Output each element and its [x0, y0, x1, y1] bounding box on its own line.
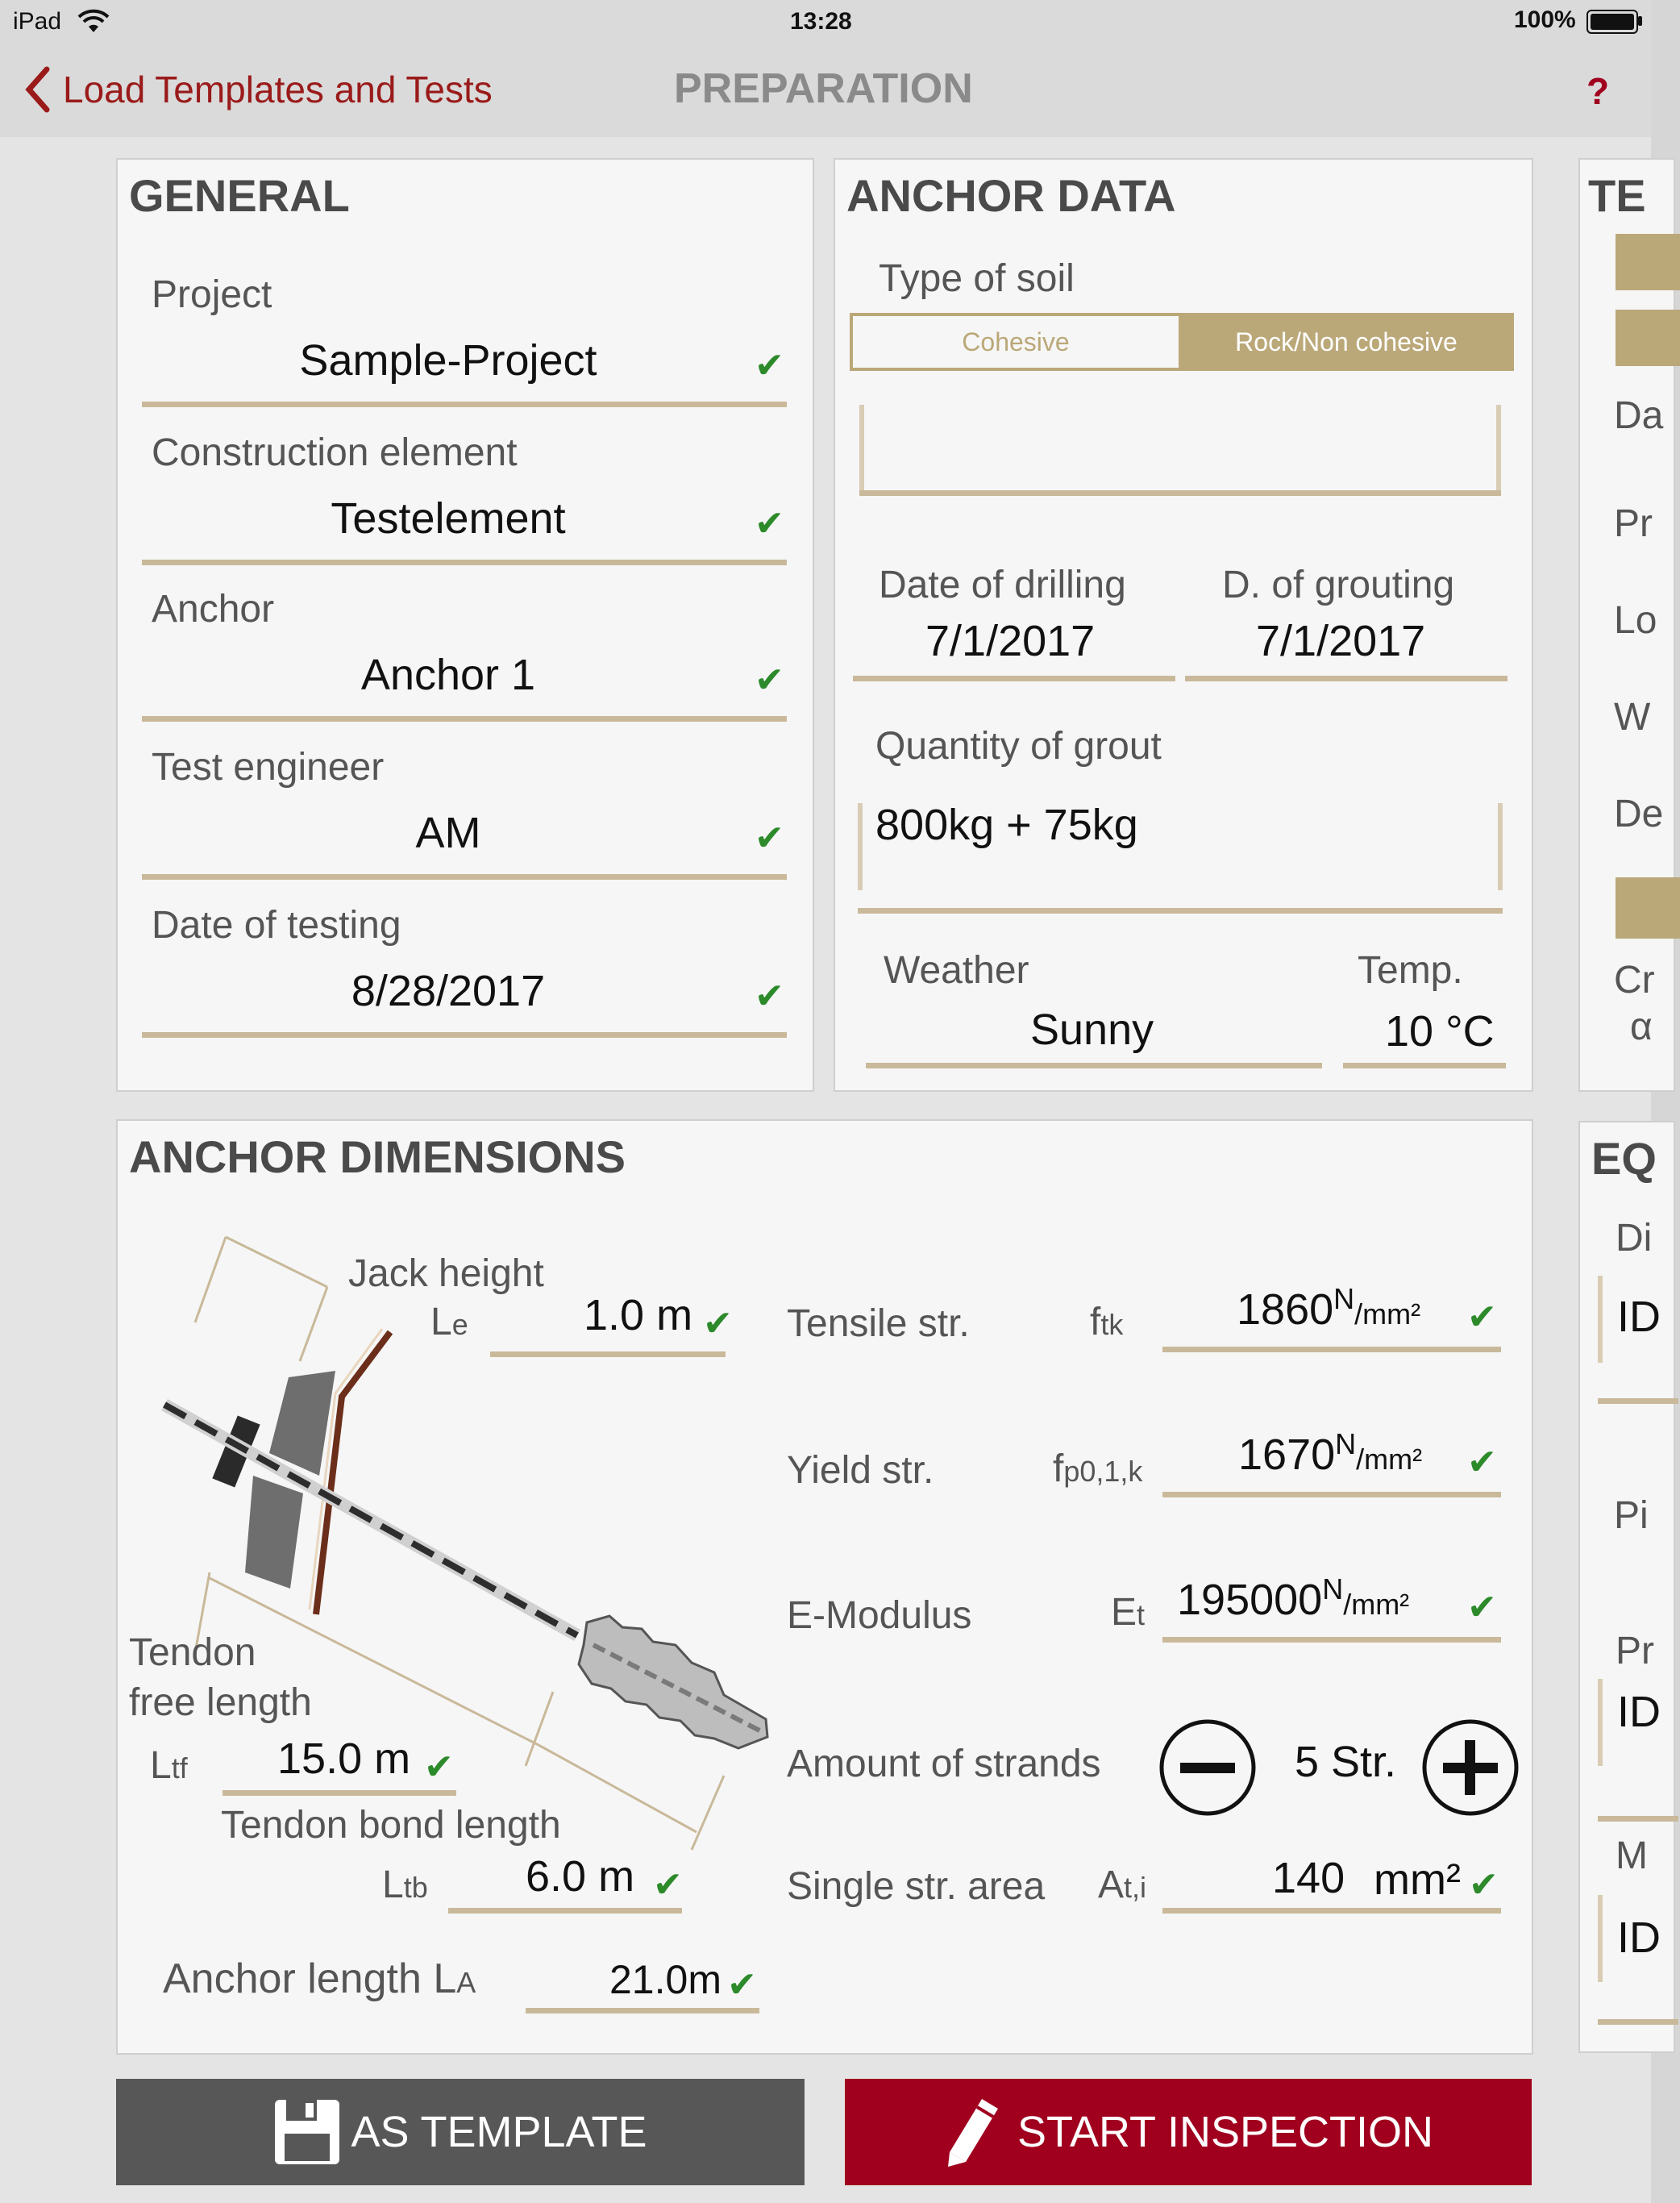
anchor-data-title: ANCHOR DATA	[846, 170, 1176, 221]
jack-height-check-icon: ✔	[703, 1304, 733, 1343]
test-panel-gold-block-1	[1616, 234, 1680, 290]
drilling-date-field[interactable]: 7/1/2017	[925, 617, 1096, 665]
free-length-label-2: free length	[129, 1681, 312, 1724]
grout-body	[579, 1616, 767, 1748]
strand-area-unit: mm²	[1374, 1855, 1461, 1904]
general-field-label: Project	[152, 273, 272, 316]
grouting-date-underline	[1185, 676, 1507, 681]
clock: 13:28	[790, 8, 852, 35]
e-modulus-field[interactable]: $195000^N$/mm²	[1177, 1572, 1410, 1624]
free-length-label-1: Tendon	[129, 1631, 256, 1674]
anchor-length-check-icon: ✔	[727, 1965, 757, 2005]
plus-icon[interactable]	[1420, 1718, 1520, 1818]
test-panel-label-2: Pr	[1614, 502, 1653, 545]
floppy-disk-icon	[273, 2098, 341, 2166]
soil-description-field[interactable]	[859, 405, 1501, 495]
battery-percent: 100%	[1514, 6, 1576, 33]
general-field-label: Test engineer	[152, 746, 385, 789]
grouting-date-field[interactable]: 7/1/2017	[1256, 617, 1426, 665]
general-panel	[116, 158, 814, 1092]
battery-icon	[1586, 10, 1638, 34]
e-modulus-symbol: Et	[1111, 1591, 1146, 1634]
equipment-field-2[interactable]: ID	[1617, 1688, 1661, 1736]
start-inspection-label: START INSPECTION	[1017, 2108, 1434, 2156]
general-field-input[interactable]: Testelement	[331, 494, 566, 543]
back-button[interactable]	[23, 66, 493, 113]
test-panel-label-7: α	[1630, 1006, 1653, 1048]
jack-height-field[interactable]: 1.0 m	[584, 1291, 693, 1339]
bearing-plate-upper	[269, 1371, 335, 1476]
equipment-field-2-border	[1598, 1679, 1603, 1766]
tensile-strength-symbol: ftk	[1090, 1301, 1124, 1343]
test-panel-label-3: Lo	[1614, 599, 1657, 642]
soil-type-label: Type of soil	[879, 257, 1075, 300]
drilling-date-label: Date of drilling	[879, 564, 1126, 606]
test-panel-label-5: De	[1614, 793, 1664, 835]
pencil-icon	[943, 2096, 1003, 2168]
device-label: iPad	[13, 8, 62, 35]
anchor-dimensions-title: ANCHOR DIMENSIONS	[129, 1131, 626, 1182]
temperature-underline	[1343, 1063, 1506, 1068]
yield-strength-symbol: fp0,1,k	[1053, 1447, 1143, 1490]
nav-bar	[0, 42, 1651, 139]
save-template-button[interactable]	[116, 2079, 805, 2185]
general-field-input[interactable]: 8/28/2017	[351, 967, 546, 1015]
equipment-label-1: Di	[1616, 1217, 1653, 1260]
field-check-icon: ✔	[755, 977, 784, 1016]
yield-strength-label: Yield str.	[787, 1449, 934, 1492]
help-button[interactable]: ?	[1586, 70, 1610, 112]
anchor-length-underline	[526, 2008, 759, 2014]
strand-area-check-icon: ✔	[1469, 1865, 1499, 1905]
page-title: PREPARATION	[674, 65, 973, 112]
grouting-date-label: D. of grouting	[1222, 564, 1455, 606]
equipment-field-1[interactable]: ID	[1617, 1293, 1661, 1341]
free-length-field[interactable]: 15.0 m	[277, 1734, 411, 1783]
status-bar	[0, 0, 1651, 42]
field-check-icon: ✔	[755, 818, 784, 858]
test-panel-gold-block-3	[1616, 877, 1680, 939]
jack-height-label: Jack height	[348, 1252, 544, 1295]
jack-height-symbol: Le	[430, 1301, 468, 1343]
general-field-underline	[142, 402, 787, 407]
minus-icon[interactable]	[1158, 1718, 1258, 1818]
general-field-input[interactable]: Anchor 1	[360, 651, 536, 699]
test-panel-gold-block-2	[1616, 310, 1680, 366]
general-field-underline	[142, 560, 787, 565]
strand-area-symbol: At,i	[1098, 1864, 1147, 1906]
equipment-panel-partial	[1578, 1121, 1675, 2053]
general-field-underline	[142, 1032, 787, 1038]
strand-area-field[interactable]: 140	[1272, 1854, 1345, 1902]
general-field-input[interactable]: AM	[415, 809, 481, 857]
anchor-dimensions-panel	[116, 1119, 1533, 2055]
strand-area-underline	[1162, 1908, 1501, 1914]
tensile-strength-check-icon: ✔	[1467, 1297, 1497, 1337]
anchor-length-field[interactable]: 21.0m	[609, 1957, 721, 2002]
strands-value: 5 Str.	[1295, 1738, 1397, 1786]
bond-length-check-icon: ✔	[653, 1865, 683, 1905]
field-check-icon: ✔	[755, 660, 784, 700]
e-modulus-underline	[1162, 1637, 1501, 1643]
strands-label: Amount of strands	[787, 1743, 1101, 1785]
strand-area-label: Single str. area	[787, 1865, 1046, 1908]
test-panel-label-1: Da	[1614, 394, 1664, 437]
back-button-label: Load Templates and Tests	[63, 69, 493, 110]
soil-type-segmented-control	[850, 313, 1514, 371]
equipment-field-3-border	[1598, 1895, 1603, 1982]
weather-underline	[866, 1063, 1322, 1068]
jack-height-underline	[490, 1351, 726, 1357]
grout-quantity-value: 800kg + 75kg	[875, 801, 1138, 849]
bond-length-label: Tendon bond length	[221, 1804, 561, 1847]
bond-length-field[interactable]: 6.0 m	[526, 1852, 635, 1901]
yield-strength-underline	[1162, 1492, 1501, 1497]
free-length-underline	[222, 1790, 456, 1796]
chevron-left-icon	[23, 66, 52, 113]
equipment-field-3-underline	[1598, 2019, 1678, 2025]
test-panel-label-6: Cr	[1614, 959, 1655, 1002]
bond-length-underline	[448, 1908, 682, 1914]
weather-field[interactable]: Sunny	[1030, 1006, 1154, 1054]
equipment-field-3[interactable]: ID	[1617, 1914, 1661, 1962]
test-panel-title: TE	[1588, 170, 1646, 221]
anchor-length-label: Anchor length LA	[163, 1955, 476, 2002]
jack-height-dimension	[195, 1237, 327, 1361]
battery-tip	[1638, 16, 1642, 26]
test-panel-label-4: W	[1614, 696, 1651, 739]
test-panel-partial	[1578, 158, 1675, 1092]
e-modulus-check-icon: ✔	[1467, 1588, 1497, 1627]
equipment-panel-title: EQ	[1591, 1133, 1657, 1184]
temperature-label: Temp.	[1358, 949, 1463, 992]
equipment-label-3: Pr	[1616, 1630, 1654, 1672]
yield-strength-check-icon: ✔	[1467, 1443, 1497, 1482]
soil-option-cohesive[interactable]: Cohesive	[853, 316, 1182, 368]
general-field-underline	[142, 874, 787, 880]
free-length-symbol: Ltf	[150, 1744, 188, 1787]
drilling-date-underline	[853, 676, 1175, 681]
general-field-label: Construction element	[152, 431, 518, 474]
general-field-label: Anchor	[152, 588, 275, 631]
grout-quantity-field[interactable]	[858, 803, 1503, 918]
tensile-strength-field[interactable]: $1860^N$/mm²	[1237, 1282, 1421, 1334]
field-check-icon: ✔	[755, 504, 784, 543]
yield-strength-field[interactable]: $1670^N$/mm²	[1238, 1427, 1423, 1479]
start-inspection-button[interactable]	[845, 2079, 1532, 2185]
equipment-field-1-underline	[1598, 1398, 1678, 1404]
bearing-plate-lower	[245, 1476, 303, 1589]
general-title: GENERAL	[129, 170, 350, 221]
equipment-field-2-underline	[1598, 1816, 1678, 1822]
general-field-label: Date of testing	[152, 904, 401, 947]
tensile-strength-underline	[1162, 1347, 1501, 1352]
free-length-check-icon: ✔	[424, 1747, 454, 1787]
equipment-label-4: M	[1616, 1834, 1648, 1877]
soil-option-rock[interactable]: Rock/Non cohesive	[1182, 316, 1511, 368]
e-modulus-label: E-Modulus	[787, 1594, 972, 1637]
general-field-input[interactable]: Sample-Project	[299, 336, 597, 385]
weather-label: Weather	[884, 949, 1029, 992]
equipment-field-1-border	[1598, 1276, 1603, 1363]
temperature-field[interactable]: 10 °C	[1385, 1007, 1495, 1056]
field-check-icon: ✔	[755, 346, 784, 385]
general-field-underline	[142, 716, 787, 722]
wifi-icon	[77, 10, 110, 34]
grout-quantity-label: Quantity of grout	[875, 725, 1162, 768]
anchor-data-panel	[834, 158, 1533, 1092]
save-template-label: AS TEMPLATE	[351, 2108, 647, 2156]
bond-length-symbol: Ltb	[382, 1864, 428, 1906]
equipment-label-2: Pi	[1614, 1494, 1649, 1537]
tensile-strength-label: Tensile str.	[787, 1302, 970, 1345]
